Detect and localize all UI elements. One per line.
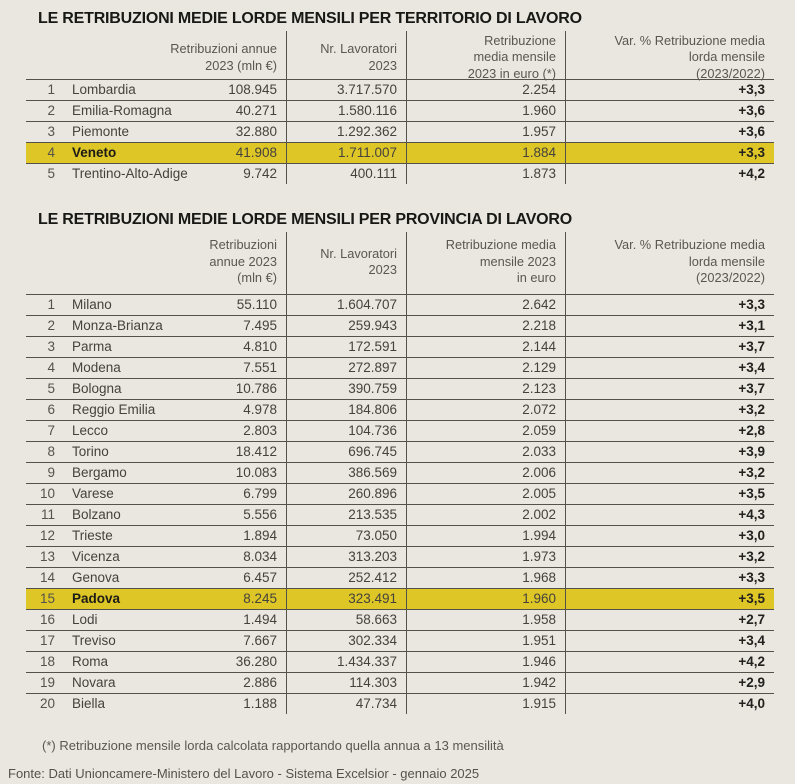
name-cell: Roma bbox=[72, 654, 109, 669]
rank-cell: 11 bbox=[40, 507, 55, 522]
name-cell: Milano bbox=[72, 297, 112, 312]
workers-cell: 1.434.337 bbox=[287, 652, 407, 672]
variation-cell: +3,2 bbox=[738, 402, 765, 417]
column-header-annual-salary: Retribuzioni annue 2023 (mln €) bbox=[26, 31, 287, 86]
workers-cell: 172.591 bbox=[287, 337, 407, 357]
annual-salary-cell: 55.110 bbox=[204, 295, 287, 315]
table-row bbox=[26, 315, 774, 336]
name-cell: Emilia-Romagna bbox=[72, 103, 172, 118]
variation-cell: +3,9 bbox=[738, 444, 765, 459]
monthly-salary-cell: 1.957 bbox=[407, 122, 566, 142]
table-row bbox=[26, 567, 774, 588]
rank-cell: 7 bbox=[47, 423, 55, 438]
column-header-annual-salary: Retribuzioni annue 2023 (mln €) bbox=[26, 232, 287, 294]
name-cell: Torino bbox=[72, 444, 109, 459]
variation-cell: +4,2 bbox=[738, 166, 765, 181]
rank-cell: 13 bbox=[39, 549, 55, 564]
monthly-salary-cell: 1.884 bbox=[407, 143, 566, 163]
workers-cell: 259.943 bbox=[287, 316, 407, 336]
rank-cell: 9 bbox=[47, 465, 55, 480]
rank-cell: 3 bbox=[47, 339, 55, 354]
territory-table bbox=[26, 31, 774, 184]
variation-cell: +3,7 bbox=[738, 339, 765, 354]
rank-cell: 16 bbox=[39, 612, 55, 627]
variation-cell: +3,3 bbox=[738, 297, 765, 312]
table-row bbox=[26, 504, 774, 525]
name-cell: Novara bbox=[72, 675, 116, 690]
variation-cell: +4,3 bbox=[738, 507, 765, 522]
annual-salary-cell: 36.280 bbox=[204, 652, 287, 672]
monthly-salary-cell: 2.123 bbox=[407, 379, 566, 399]
rank-cell: 4 bbox=[47, 360, 55, 375]
annual-salary-cell: 2.886 bbox=[204, 673, 287, 693]
table-row bbox=[26, 163, 774, 184]
rank-cell: 19 bbox=[39, 675, 55, 690]
variation-cell: +3,1 bbox=[738, 318, 765, 333]
variation-cell: +3,4 bbox=[738, 360, 765, 375]
monthly-salary-cell: 2.642 bbox=[407, 295, 566, 315]
source-line: Fonte: Dati Unioncamere-Ministero del Lavoro - Sistema Excelsior - gennaio 2025 bbox=[8, 766, 480, 781]
table-row bbox=[26, 399, 774, 420]
workers-cell: 3.717.570 bbox=[287, 80, 407, 100]
table-row bbox=[26, 546, 774, 567]
table-row bbox=[26, 651, 774, 672]
column-header-variation: Var. % Retribuzione media lorda mensile (2023/2022) bbox=[614, 237, 765, 286]
workers-cell: 302.334 bbox=[287, 631, 407, 651]
name-cell: Trieste bbox=[72, 528, 113, 543]
territory-table-section bbox=[26, 10, 774, 184]
name-cell: Trentino-Alto-Adige bbox=[72, 166, 188, 181]
rank-cell: 1 bbox=[47, 297, 55, 312]
rank-cell: 3 bbox=[47, 124, 55, 139]
workers-cell: 1.711.007 bbox=[287, 143, 407, 163]
annual-salary-cell: 6.799 bbox=[204, 484, 287, 504]
table-row bbox=[26, 357, 774, 378]
monthly-salary-cell: 1.973 bbox=[407, 547, 566, 567]
variation-cell: +3,2 bbox=[738, 549, 765, 564]
annual-salary-cell: 4.978 bbox=[204, 400, 287, 420]
rank-cell: 17 bbox=[39, 633, 55, 648]
annual-salary-cell: 10.083 bbox=[204, 463, 287, 483]
province-table-section bbox=[26, 211, 774, 714]
table-row bbox=[26, 100, 774, 121]
monthly-salary-cell: 2.254 bbox=[407, 80, 566, 100]
workers-cell: 260.896 bbox=[287, 484, 407, 504]
table-row bbox=[26, 483, 774, 504]
monthly-salary-cell: 1.994 bbox=[407, 526, 566, 546]
annual-salary-cell: 4.810 bbox=[204, 337, 287, 357]
column-header-monthly-salary: Retribuzione media mensile 2023 in euro bbox=[407, 232, 566, 294]
annual-salary-cell: 10.786 bbox=[204, 379, 287, 399]
footnote: (*) Retribuzione mensile lorda calcolata rapportando quella annua a 13 mensilità bbox=[42, 738, 504, 753]
monthly-salary-cell: 1.942 bbox=[407, 673, 566, 693]
name-cell: Piemonte bbox=[72, 124, 130, 139]
monthly-salary-cell: 2.129 bbox=[407, 358, 566, 378]
variation-cell: +3,7 bbox=[738, 381, 765, 396]
rank-cell: 18 bbox=[39, 654, 55, 669]
table-row bbox=[26, 441, 774, 462]
variation-cell: +3,5 bbox=[738, 591, 765, 606]
rank-cell: 4 bbox=[47, 145, 55, 160]
monthly-salary-cell: 1.951 bbox=[407, 631, 566, 651]
rank-cell: 20 bbox=[39, 696, 55, 711]
name-cell: Monza-Brianza bbox=[72, 318, 163, 333]
variation-cell: +3,3 bbox=[738, 145, 765, 160]
rank-cell: 8 bbox=[47, 444, 55, 459]
rank-cell: 2 bbox=[47, 318, 55, 333]
name-cell: Varese bbox=[72, 486, 114, 501]
annual-salary-cell: 7.495 bbox=[204, 316, 287, 336]
name-cell: Biella bbox=[72, 696, 106, 711]
table-row bbox=[26, 525, 774, 546]
variation-cell: +2,7 bbox=[738, 612, 765, 627]
workers-cell: 272.897 bbox=[287, 358, 407, 378]
monthly-salary-cell: 1.960 bbox=[407, 101, 566, 121]
rank-cell: 15 bbox=[39, 591, 55, 606]
annual-salary-cell: 9.742 bbox=[204, 164, 287, 184]
column-header-monthly-salary: Retribuzione media mensile 2023 in euro (*) bbox=[407, 31, 566, 86]
monthly-salary-cell: 2.002 bbox=[407, 505, 566, 525]
workers-cell: 313.203 bbox=[287, 547, 407, 567]
column-header-workers: Nr. Lavoratori 2023 bbox=[287, 232, 407, 294]
rank-cell: 14 bbox=[39, 570, 55, 585]
annual-salary-cell: 6.457 bbox=[204, 568, 287, 588]
workers-cell: 73.050 bbox=[287, 526, 407, 546]
monthly-salary-cell: 1.960 bbox=[407, 589, 566, 609]
annual-salary-cell: 108.945 bbox=[204, 80, 287, 100]
rank-cell: 1 bbox=[47, 82, 55, 97]
annual-salary-cell: 7.667 bbox=[204, 631, 287, 651]
name-cell: Lombardia bbox=[72, 82, 136, 97]
workers-cell: 213.535 bbox=[287, 505, 407, 525]
workers-cell: 58.663 bbox=[287, 610, 407, 630]
name-cell: Bolzano bbox=[72, 507, 121, 522]
annual-salary-cell: 1.494 bbox=[204, 610, 287, 630]
workers-cell: 390.759 bbox=[287, 379, 407, 399]
table-row bbox=[26, 672, 774, 693]
workers-cell: 400.111 bbox=[287, 164, 407, 184]
monthly-salary-cell: 2.059 bbox=[407, 421, 566, 441]
variation-cell: +3,3 bbox=[738, 570, 765, 585]
table-row bbox=[26, 588, 774, 609]
annual-salary-cell: 5.556 bbox=[204, 505, 287, 525]
variation-cell: +4,0 bbox=[738, 696, 765, 711]
name-cell: Parma bbox=[72, 339, 112, 354]
workers-cell: 1.580.116 bbox=[287, 101, 407, 121]
table-row bbox=[26, 79, 774, 100]
table-row bbox=[26, 630, 774, 651]
variation-cell: +3,6 bbox=[738, 103, 765, 118]
monthly-salary-cell: 2.072 bbox=[407, 400, 566, 420]
variation-cell: +3,5 bbox=[738, 486, 765, 501]
variation-cell: +2,9 bbox=[738, 675, 765, 690]
name-cell: Lodi bbox=[72, 612, 98, 627]
rank-cell: 5 bbox=[47, 166, 55, 181]
workers-cell: 323.491 bbox=[287, 589, 407, 609]
monthly-salary-cell: 2.033 bbox=[407, 442, 566, 462]
monthly-salary-cell: 2.006 bbox=[407, 463, 566, 483]
workers-cell: 1.604.707 bbox=[287, 295, 407, 315]
table-row bbox=[26, 609, 774, 630]
annual-salary-cell: 41.908 bbox=[204, 143, 287, 163]
monthly-salary-cell: 2.005 bbox=[407, 484, 566, 504]
name-cell: Vicenza bbox=[72, 549, 120, 564]
name-cell: Modena bbox=[72, 360, 121, 375]
name-cell: Bologna bbox=[72, 381, 122, 396]
table-title-territory: LE RETRIBUZIONI MEDIE LORDE MENSILI PER TERRITORIO DI LAVORO bbox=[38, 10, 582, 27]
province-table bbox=[26, 232, 774, 714]
name-cell: Treviso bbox=[72, 633, 116, 648]
rank-cell: 5 bbox=[47, 381, 55, 396]
monthly-salary-cell: 2.144 bbox=[407, 337, 566, 357]
variation-cell: +3,3 bbox=[738, 82, 765, 97]
annual-salary-cell: 1.894 bbox=[204, 526, 287, 546]
table-row bbox=[26, 121, 774, 142]
monthly-salary-cell: 1.958 bbox=[407, 610, 566, 630]
table-title-province: LE RETRIBUZIONI MEDIE LORDE MENSILI PER PROVINCIA DI LAVORO bbox=[38, 211, 573, 228]
annual-salary-cell: 2.803 bbox=[204, 421, 287, 441]
annual-salary-cell: 1.188 bbox=[204, 694, 287, 714]
column-header-workers: Nr. Lavoratori 2023 bbox=[287, 31, 407, 86]
rank-cell: 10 bbox=[39, 486, 55, 501]
workers-cell: 184.806 bbox=[287, 400, 407, 420]
variation-cell: +4,2 bbox=[738, 654, 765, 669]
monthly-salary-cell: 1.968 bbox=[407, 568, 566, 588]
name-cell: Bergamo bbox=[72, 465, 127, 480]
workers-cell: 386.569 bbox=[287, 463, 407, 483]
workers-cell: 47.734 bbox=[287, 694, 407, 714]
monthly-salary-cell: 2.218 bbox=[407, 316, 566, 336]
name-cell: Genova bbox=[72, 570, 120, 585]
table-row bbox=[26, 336, 774, 357]
annual-salary-cell: 32.880 bbox=[204, 122, 287, 142]
territory-rows bbox=[26, 79, 774, 184]
workers-cell: 104.736 bbox=[287, 421, 407, 441]
annual-salary-cell: 7.551 bbox=[204, 358, 287, 378]
variation-cell: +3,0 bbox=[738, 528, 765, 543]
column-header-variation: Var. % Retribuzione media lorda mensile (2023/2022) bbox=[614, 33, 765, 81]
variation-cell: +3,4 bbox=[738, 633, 765, 648]
variation-cell: +3,6 bbox=[738, 124, 765, 139]
workers-cell: 696.745 bbox=[287, 442, 407, 462]
monthly-salary-cell: 1.946 bbox=[407, 652, 566, 672]
table-row bbox=[26, 378, 774, 399]
variation-cell: +2,8 bbox=[738, 423, 765, 438]
annual-salary-cell: 18.412 bbox=[204, 442, 287, 462]
table-row bbox=[26, 462, 774, 483]
name-cell: Reggio Emilia bbox=[72, 402, 156, 417]
rank-cell: 12 bbox=[39, 528, 55, 543]
annual-salary-cell: 8.245 bbox=[204, 589, 287, 609]
monthly-salary-cell: 1.873 bbox=[407, 164, 566, 184]
workers-cell: 252.412 bbox=[287, 568, 407, 588]
table-row bbox=[26, 142, 774, 163]
table-row bbox=[26, 420, 774, 441]
variation-cell: +3,2 bbox=[738, 465, 765, 480]
annual-salary-cell: 40.271 bbox=[204, 101, 287, 121]
table-row bbox=[26, 294, 774, 315]
monthly-salary-cell: 1.915 bbox=[407, 694, 566, 714]
column-headers bbox=[26, 31, 774, 79]
province-rows bbox=[26, 294, 774, 714]
name-cell: Padova bbox=[72, 591, 121, 606]
rank-cell: 6 bbox=[47, 402, 55, 417]
rank-cell: 2 bbox=[47, 103, 55, 118]
table-row bbox=[26, 693, 774, 714]
name-cell: Lecco bbox=[72, 423, 109, 438]
workers-cell: 114.303 bbox=[287, 673, 407, 693]
annual-salary-cell: 8.034 bbox=[204, 547, 287, 567]
column-headers bbox=[26, 232, 774, 294]
name-cell: Veneto bbox=[72, 145, 117, 160]
workers-cell: 1.292.362 bbox=[287, 122, 407, 142]
